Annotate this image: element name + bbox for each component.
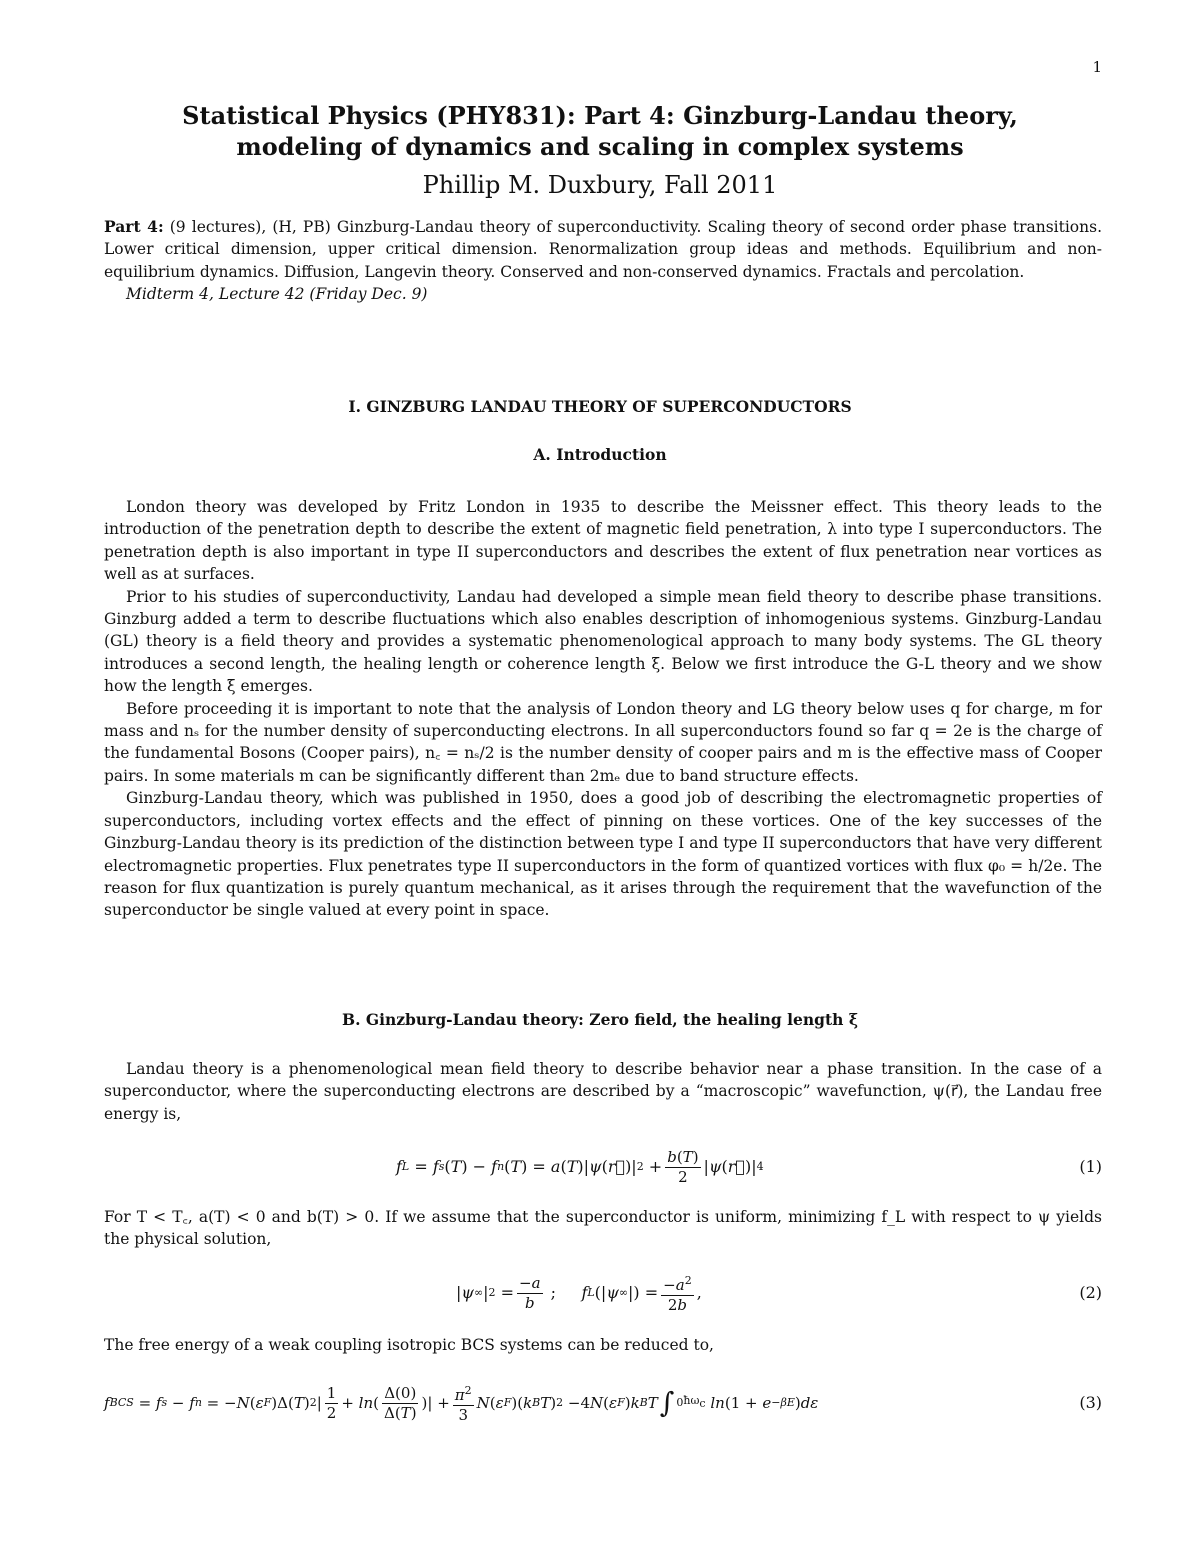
intro-paragraph-2: Prior to his studies of superconductivity, Landau had developed a simple mean field theory to describe phase transitions. Ginzburg added a term to describe fluctuations which also enables description of inhomogenious systems. Ginzburg-Landau (GL) theory is a field theory and provides a systematic phenomenological approach to many body systems. The GL theory introduces a second length, the healing length or coherence length ξ. Below we first introduce the G-L theory and we show how the length ξ emerges. <box>104 587 1102 696</box>
abstract-label: Part 4: <box>104 217 164 236</box>
equation-1-number: (1) <box>1079 1156 1102 1176</box>
intro-paragraph-4: Ginzburg-Landau theory, which was published in 1950, does a good job of describing the electromagnetic properties of superconductors, including vortex effects and the effect of pinning on these vortices. One of the key successes of the Ginzburg-Landau theory is its prediction of the distinction between type I and type II superconductors that have very different electromagnetic properties. Flux penetrates type II superconductors in the form of quantized vortices with flux φ₀ = h/2e. The reason for flux quantization is purely quantum mechanical, as it arises through the requirement that the wavefunction of the superconductor be single valued at every point in space. <box>104 789 1102 920</box>
subsection-heading-a: A. Introduction <box>533 445 667 464</box>
intro-paragraph-1: London theory was developed by Fritz London in 1935 to describe the Meissner effect. This theory leads to the introduction of the penetration depth to describe the extent of magnetic field penetration, λ into type I superconductors. The penetration depth is also important in type II superconductors and describes the extent of flux penetration near vortices as well as at surfaces. <box>104 498 1102 584</box>
zero-field-paragraph-1-block <box>104 1058 1102 1125</box>
abstract <box>104 216 1102 306</box>
subsection-heading-b: B. Ginzburg-Landau theory: Zero field, the healing length ξ <box>341 1010 859 1029</box>
abstract-body: (9 lectures), (H, PB) Ginzburg-Landau theory of superconductivity. Scaling theory of second order phase transitions. Lower critical dimension, upper critical dimension. Renormalization group ideas and methods. Equilibrium and non-equilibrium dynamics. Diffusion, Langevin theory. Conserved and non-conserved dynamics. Fractals and percolation. <box>104 218 1102 281</box>
zero-field-paragraph-3-block <box>104 1334 1102 1356</box>
equation-3-number: (3) <box>1079 1392 1102 1412</box>
zero-field-paragraph-3: The free energy of a weak coupling isotropic BCS systems can be reduced to, <box>104 1336 714 1354</box>
title-line-2: modeling of dynamics and scaling in complex systems <box>236 132 964 161</box>
title-line-1: Statistical Physics (PHY831): Part 4: Ginzburg-Landau theory, <box>182 101 1018 130</box>
page-number: 1 <box>1092 58 1102 76</box>
midterm-note: Midterm 4, Lecture 42 (Friday Dec. 9) <box>126 285 428 304</box>
zero-field-paragraph-1: Landau theory is a phenomenological mean field theory to describe behavior near a phase transition. In the case of a superconductor, where the superconducting electrons are described by a “macroscopic” wavefunction, ψ(r⃗), the Landau free energy is, <box>104 1060 1102 1123</box>
abstract-text <box>104 216 1102 283</box>
intro-paragraph-3: Before proceeding it is important to note that the analysis of London theory and LG theory below uses q for charge, m for mass and nₛ for the number density of superconducting electrons. In all superconductors found so far q = 2e is the charge of the fundamental Bosons (Cooper pairs), n꜀ = nₛ/2 is the number density of cooper pairs and m is the effective mass of Cooper pairs. In some materials m can be significantly different than 2mₑ due to band structure effects. <box>104 699 1102 785</box>
author-line: Phillip M. Duxbury, Fall 2011 <box>422 171 778 199</box>
equation-2-expression: | ψ ∞ | 2 = $\frac{-a}{b}$ ; f L (| ψ ∞ |) = $\frac{-a^2}{2b}$ , <box>456 1273 702 1313</box>
equation-1 <box>104 1147 1102 1187</box>
section-heading-1: I. GINZBURG LANDAU THEORY OF SUPERCONDUCTORS <box>348 397 852 416</box>
zero-field-paragraph-2: For T < T꜀, a(T) < 0 and b(T) > 0. If we assume that the superconductor is uniform, minimizing f_L with respect to ψ yields the physical solution, <box>104 1208 1102 1249</box>
equation-2 <box>104 1273 1102 1313</box>
equation-3-expression: f BCS = f s − f n = − N ( ε F )Δ( T ) 2 | $\frac{1}{2}$ + ln ( $\frac{\Delta(0)}{\Delta(T)}$ )| + $\frac{\pi^2}{3}$ N ( ε F )( k B T ) 2 −4 N ( ε F ) k B T ∫ 0 $ħ\omega_c$ ln (1 + e −βE ) dε <box>104 1381 818 1425</box>
equation-2-number: (2) <box>1079 1282 1102 1302</box>
paper-title <box>0 100 1200 162</box>
equation-3 <box>104 1381 1102 1425</box>
zero-field-paragraph-2-block <box>104 1206 1102 1251</box>
intro-section <box>104 496 1102 922</box>
equation-1-expression: f L = f s ( T ) − f n ( T ) = a ( T )| ψ ( r⃗ )| 2 + $\frac{b(T)}{2}$ | ψ ( r⃗ )| 4 <box>396 1147 764 1186</box>
